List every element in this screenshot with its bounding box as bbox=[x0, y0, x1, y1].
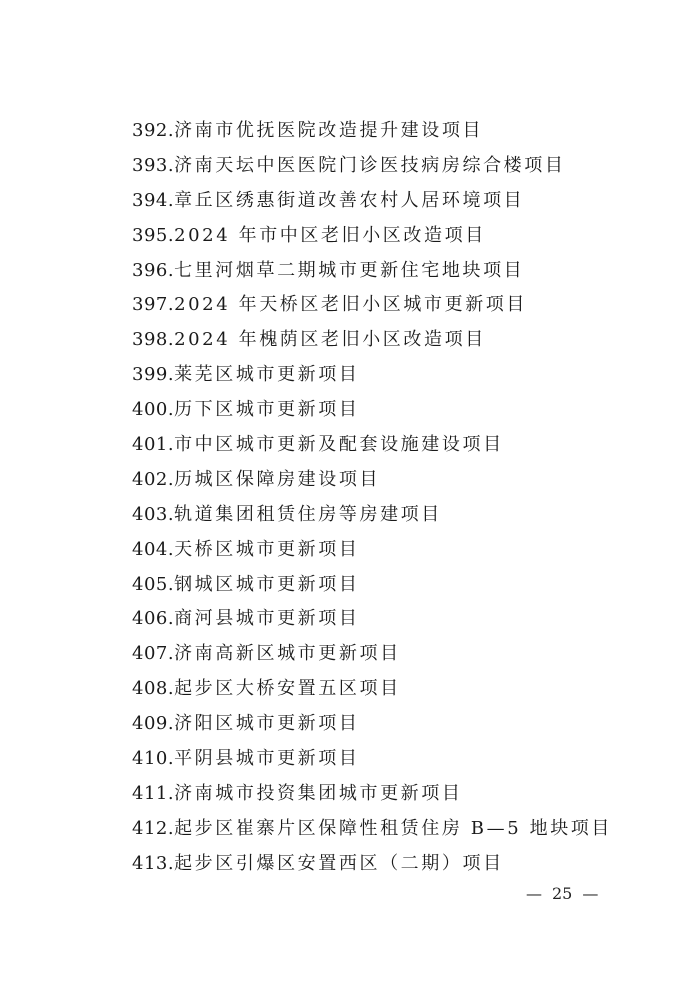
item-number: 402. bbox=[132, 468, 175, 490]
list-item bbox=[132, 463, 612, 498]
item-number: 407. bbox=[132, 643, 175, 665]
item-number: 404. bbox=[132, 538, 175, 560]
item-number: 398. bbox=[132, 329, 175, 351]
item-text: 济南天坛中医医院门诊医技病房综合楼项目 bbox=[174, 154, 566, 176]
list-item bbox=[132, 812, 612, 847]
project-list bbox=[132, 114, 612, 882]
item-number: 410. bbox=[132, 748, 175, 770]
list-item bbox=[132, 358, 612, 393]
item-text: 天桥区城市更新项目 bbox=[174, 538, 360, 560]
item-text: 莱芜区城市更新项目 bbox=[174, 364, 360, 386]
list-item bbox=[132, 847, 612, 882]
page-dash-left: — bbox=[526, 884, 542, 903]
item-text: 轨道集团租赁住房等房建项目 bbox=[174, 503, 442, 525]
item-text: 起步区引爆区安置西区（二期）项目 bbox=[174, 852, 504, 874]
item-text: 济南高新区城市更新项目 bbox=[174, 643, 401, 665]
item-text: 济南市优抚医院改造提升建设项目 bbox=[174, 120, 484, 141]
item-number: 413. bbox=[132, 852, 175, 874]
item-text: 起步区崔寨片区保障性租赁住房 B—5 地块项目 bbox=[174, 817, 612, 839]
item-text: 市中区城市更新及配套设施建设项目 bbox=[174, 434, 504, 456]
list-item bbox=[132, 672, 612, 707]
item-text: 章丘区绣惠街道改善农村人居环境项目 bbox=[174, 189, 525, 211]
item-number: 395. bbox=[132, 224, 175, 246]
list-item bbox=[132, 498, 612, 533]
list-item bbox=[132, 777, 612, 812]
item-number: 409. bbox=[132, 713, 175, 735]
item-text: 历城区保障房建设项目 bbox=[174, 468, 381, 490]
page-number-footer bbox=[526, 884, 598, 903]
item-text: 2024 年槐荫区老旧小区改造项目 bbox=[174, 329, 486, 351]
item-text: 历下区城市更新项目 bbox=[174, 399, 360, 421]
list-item bbox=[132, 602, 612, 637]
list-item bbox=[132, 637, 612, 672]
item-number: 399. bbox=[132, 364, 175, 386]
item-number: 405. bbox=[132, 573, 175, 595]
item-text: 济阳区城市更新项目 bbox=[174, 713, 360, 735]
list-item bbox=[132, 568, 612, 603]
item-number: 408. bbox=[132, 678, 175, 700]
list-item bbox=[132, 393, 612, 428]
item-text: 济南城市投资集团城市更新项目 bbox=[174, 782, 463, 804]
list-item bbox=[132, 428, 612, 463]
item-text: 2024 年市中区老旧小区改造项目 bbox=[174, 224, 486, 246]
page-dash-right: — bbox=[582, 884, 599, 903]
page-number: 25 bbox=[552, 884, 573, 903]
item-number: 403. bbox=[132, 503, 175, 525]
item-text: 商河县城市更新项目 bbox=[174, 608, 360, 630]
list-item bbox=[132, 254, 612, 289]
item-number: 412. bbox=[132, 817, 175, 839]
item-number: 406. bbox=[132, 608, 175, 630]
list-item bbox=[132, 219, 612, 254]
list-item bbox=[132, 707, 612, 742]
list-item bbox=[132, 742, 612, 777]
item-text: 钢城区城市更新项目 bbox=[174, 573, 360, 595]
list-item bbox=[132, 323, 612, 358]
list-item bbox=[132, 184, 612, 219]
item-number: 392. bbox=[132, 120, 175, 141]
item-number: 394. bbox=[132, 189, 175, 211]
list-item bbox=[132, 533, 612, 568]
item-number: 401. bbox=[132, 434, 175, 456]
item-number: 396. bbox=[132, 259, 175, 281]
item-number: 411. bbox=[132, 782, 175, 804]
list-item bbox=[132, 149, 612, 184]
item-text: 七里河烟草二期城市更新住宅地块项目 bbox=[174, 259, 525, 281]
item-text: 平阴县城市更新项目 bbox=[174, 748, 360, 770]
item-number: 393. bbox=[132, 154, 175, 176]
list-item bbox=[132, 288, 612, 323]
item-number: 397. bbox=[132, 294, 175, 316]
list-item bbox=[132, 114, 612, 149]
item-text: 2024 年天桥区老旧小区城市更新项目 bbox=[174, 294, 528, 316]
item-text: 起步区大桥安置五区项目 bbox=[174, 678, 401, 700]
item-number: 400. bbox=[132, 399, 175, 421]
